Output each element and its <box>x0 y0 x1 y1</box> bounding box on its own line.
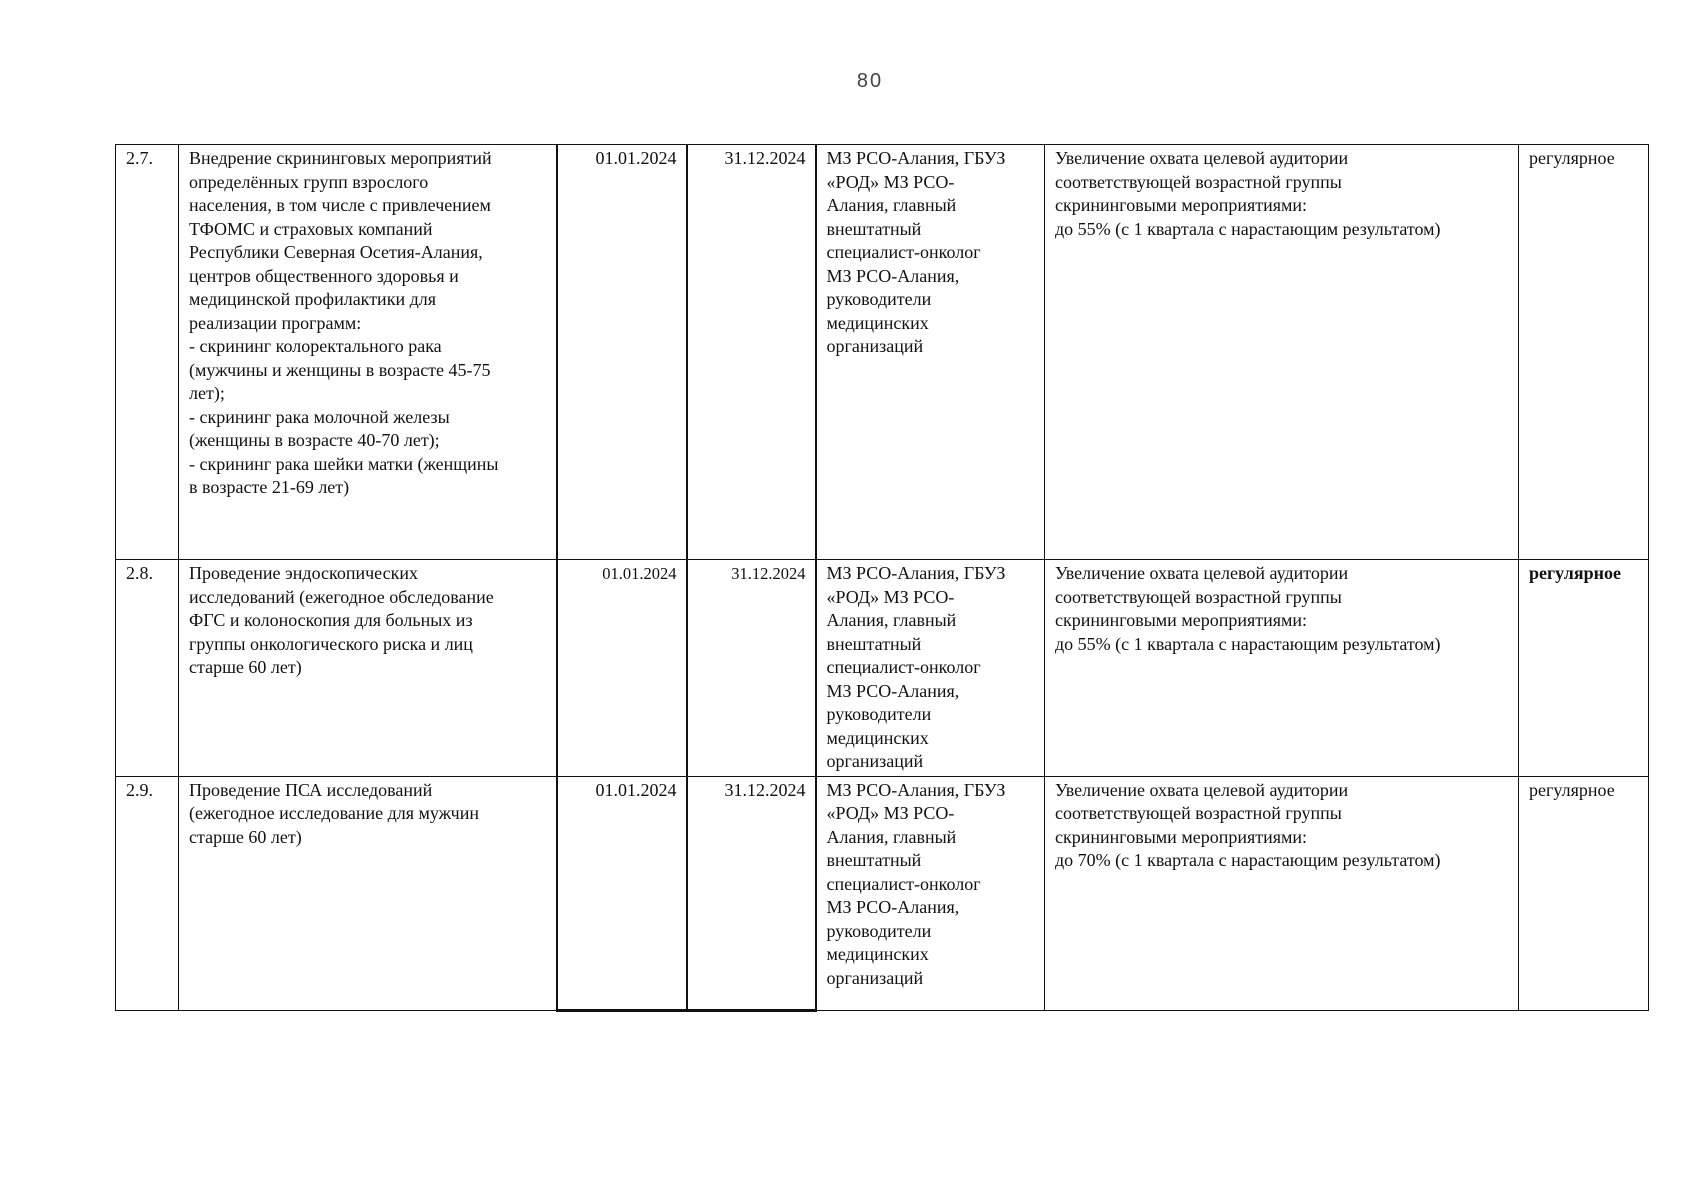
end-date: 31.12.2024 <box>687 145 816 560</box>
activity-description: Внедрение скрининговых мероприятий определённых групп взрослого населения, в том числе с привлечением ТФОМС и страховых компаний Республики Северная Осетия-Алания, центров общественного здоровья и медицинской профилактики для реализации программ: - скрининг колоректального рака (мужчины и женщины в возрасте 45-75 лет); - скрининг рака молочной железы (женщины в возрасте 40-70 лет); - скрининг рака шейки матки (женщины в возрасте 21-69 лет) <box>179 145 557 560</box>
table-row <box>116 776 1649 1010</box>
item-number: 2.8. <box>116 560 179 777</box>
table-row <box>116 560 1649 777</box>
activity-description: Проведение эндоскопических исследований (ежегодное обследование ФГС и колоноскопия для больных из группы онкологического риска и лиц старше 60 лет) <box>179 560 557 777</box>
end-date: 31.12.2024 <box>687 776 816 1010</box>
start-date: 01.01.2024 <box>557 560 687 777</box>
start-date: 01.01.2024 <box>557 776 687 1010</box>
start-date: 01.01.2024 <box>557 145 687 560</box>
expected-result: Увеличение охвата целевой аудитории соответствующей возрастной группы скрининговыми мероприятиями: до 55% (с 1 квартала с нарастающим результатом) <box>1045 560 1519 777</box>
page-number: 80 <box>856 70 884 92</box>
item-number: 2.9. <box>116 776 179 1010</box>
activity-description: Проведение ПСА исследований (ежегодное исследование для мужчин старше 60 лет) <box>179 776 557 1010</box>
periodicity: регулярное <box>1519 560 1649 777</box>
periodicity: регулярное <box>1519 145 1649 560</box>
responsible-parties: МЗ РСО-Алания, ГБУЗ «РОД» МЗ РСО- Алания, главный внештатный специалист-онколог МЗ РСО-Алания, руководители медицинских организаций <box>816 145 1045 560</box>
table-row <box>116 145 1649 560</box>
expected-result: Увеличение охвата целевой аудитории соответствующей возрастной группы скрининговыми мероприятиями: до 70% (с 1 квартала с нарастающим результатом) <box>1045 776 1519 1010</box>
responsible-parties: МЗ РСО-Алания, ГБУЗ «РОД» МЗ РСО- Алания, главный внештатный специалист-онколог МЗ РСО-Алания, руководители медицинских организаций <box>816 776 1045 1010</box>
item-number: 2.7. <box>116 145 179 560</box>
periodicity: регулярное <box>1519 776 1649 1010</box>
end-date: 31.12.2024 <box>687 560 816 777</box>
responsible-parties: МЗ РСО-Алания, ГБУЗ «РОД» МЗ РСО- Алания, главный внештатный специалист-онколог МЗ РСО-Алания, руководители медицинских организаций <box>816 560 1045 777</box>
measures-table <box>115 144 1649 1012</box>
expected-result: Увеличение охвата целевой аудитории соответствующей возрастной группы скрининговыми мероприятиями: до 55% (с 1 квартала с нарастающим результатом) <box>1045 145 1519 560</box>
